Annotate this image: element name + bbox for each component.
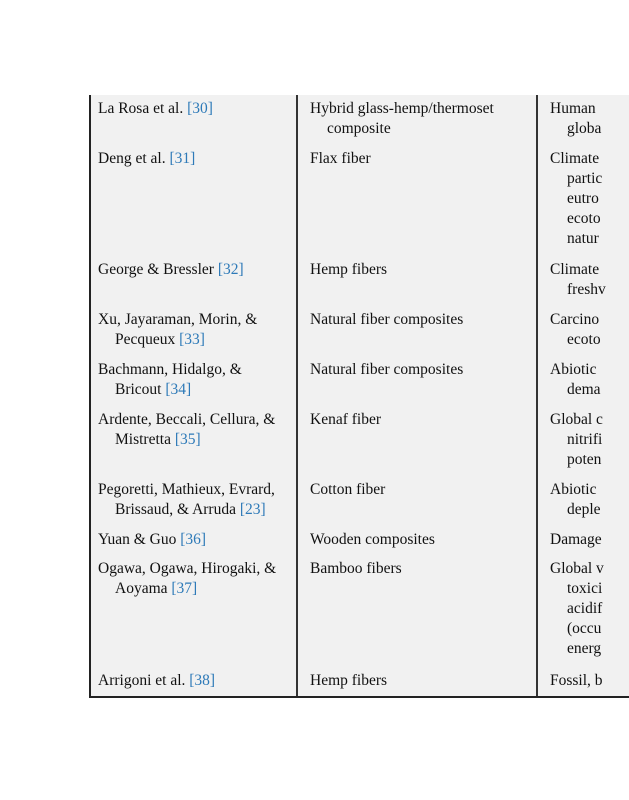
material-cell (310, 360, 463, 380)
impact-cell (550, 99, 601, 139)
authors-cell (98, 671, 215, 691)
impact-text: Fossil, b (550, 672, 603, 689)
impact-text: Human (550, 100, 596, 117)
impact-text: ecoto (567, 331, 601, 348)
citation-link[interactable]: [37] (171, 580, 198, 597)
citation-link[interactable]: [34] (165, 381, 192, 398)
material-text: Natural fiber composites (310, 311, 464, 328)
impact-cell (550, 410, 603, 470)
citation-link[interactable]: [35] (174, 431, 201, 448)
citation-link[interactable]: [38] (189, 672, 216, 689)
author-text: Pegoretti, Mathieux, Evrard, (98, 481, 275, 498)
material-cell (310, 149, 371, 169)
author-text: Bricout (115, 381, 166, 398)
impact-cell (550, 671, 603, 691)
author-text: Bachmann, Hidalgo, & (98, 361, 242, 378)
author-text: Brissaud, & Arruda (115, 501, 240, 518)
authors-cell (98, 149, 195, 169)
material-cell (310, 480, 385, 500)
impact-text: freshv (567, 281, 606, 298)
impact-text: energ (567, 640, 602, 657)
impact-cell (550, 530, 602, 550)
author-text: Pecqueux (115, 331, 180, 348)
material-cell (310, 99, 494, 139)
impact-text: acidif (567, 600, 603, 617)
author-text: Yuan & Guo (98, 531, 181, 548)
material-cell (310, 410, 381, 430)
citation-link[interactable]: [23] (239, 501, 266, 518)
material-text: Hemp fibers (310, 261, 388, 278)
author-text: George & Bressler (98, 261, 218, 278)
citation-link[interactable]: [30] (187, 100, 213, 117)
authors-cell (98, 360, 242, 400)
material-text: Kenaf fiber (310, 411, 381, 428)
material-text: Bamboo fibers (310, 560, 402, 577)
impact-text: Global v (550, 560, 604, 577)
author-text: Mistretta (115, 431, 175, 448)
impact-text: partic (567, 170, 603, 187)
citation-link[interactable]: [31] (169, 150, 196, 167)
impact-text: toxici (567, 580, 603, 597)
author-text: Aoyama (115, 580, 172, 597)
material-cell (310, 530, 435, 550)
authors-cell (98, 559, 276, 599)
impact-cell (550, 480, 601, 520)
impact-text: natur (567, 230, 599, 247)
authors-cell (98, 410, 275, 450)
author-text: Ardente, Beccali, Cellura, & (98, 411, 276, 428)
impact-cell (550, 310, 601, 350)
author-text: La Rosa et al. (98, 100, 188, 117)
material-text: composite (327, 120, 391, 137)
impact-text: Damage (550, 531, 602, 548)
author-text: Arrigoni et al. (98, 672, 190, 689)
author-text: Ogawa, Ogawa, Hirogaki, & (98, 560, 277, 577)
material-text: Hybrid glass-hemp/thermoset (310, 100, 494, 117)
material-cell (310, 671, 387, 691)
impact-cell (550, 360, 601, 400)
impact-text: eutro (567, 190, 599, 207)
author-text: Deng et al. (98, 150, 170, 167)
material-cell (310, 559, 402, 579)
impact-cell (550, 559, 604, 659)
material-text: Wooden composites (310, 531, 435, 548)
impact-text: ecoto (567, 210, 601, 227)
impact-text: Abiotic (550, 481, 597, 498)
authors-cell (98, 530, 206, 550)
impact-text: Climate (550, 261, 600, 278)
impact-text: deple (567, 501, 601, 518)
impact-text: Carcino (550, 311, 600, 328)
material-text: Flax fiber (310, 150, 371, 167)
authors-cell (98, 310, 257, 350)
authors-cell (98, 480, 275, 520)
material-text: Cotton fiber (310, 481, 386, 498)
authors-cell (98, 260, 244, 280)
citation-link[interactable]: [32] (217, 261, 244, 278)
impact-text: Abiotic (550, 361, 597, 378)
impact-text: poten (567, 451, 602, 468)
material-text: Hemp fibers (310, 672, 388, 689)
column-divider (296, 95, 298, 696)
literature-table (89, 95, 629, 698)
impact-cell (550, 260, 606, 300)
impact-cell (550, 149, 602, 249)
authors-cell (98, 99, 213, 119)
material-cell (310, 310, 463, 330)
citation-link[interactable]: [33] (179, 331, 205, 348)
impact-text: Climate (550, 150, 600, 167)
impact-text: (occu (567, 620, 602, 637)
column-divider (536, 95, 538, 696)
material-text: Natural fiber composites (310, 361, 464, 378)
author-text: Xu, Jayaraman, Morin, & (98, 311, 258, 328)
citation-link[interactable]: [36] (180, 531, 207, 548)
impact-text: globa (567, 120, 602, 137)
material-cell (310, 260, 387, 280)
impact-text: Global c (550, 411, 603, 428)
impact-text: dema (567, 381, 601, 398)
impact-text: nitrifi (567, 431, 603, 448)
